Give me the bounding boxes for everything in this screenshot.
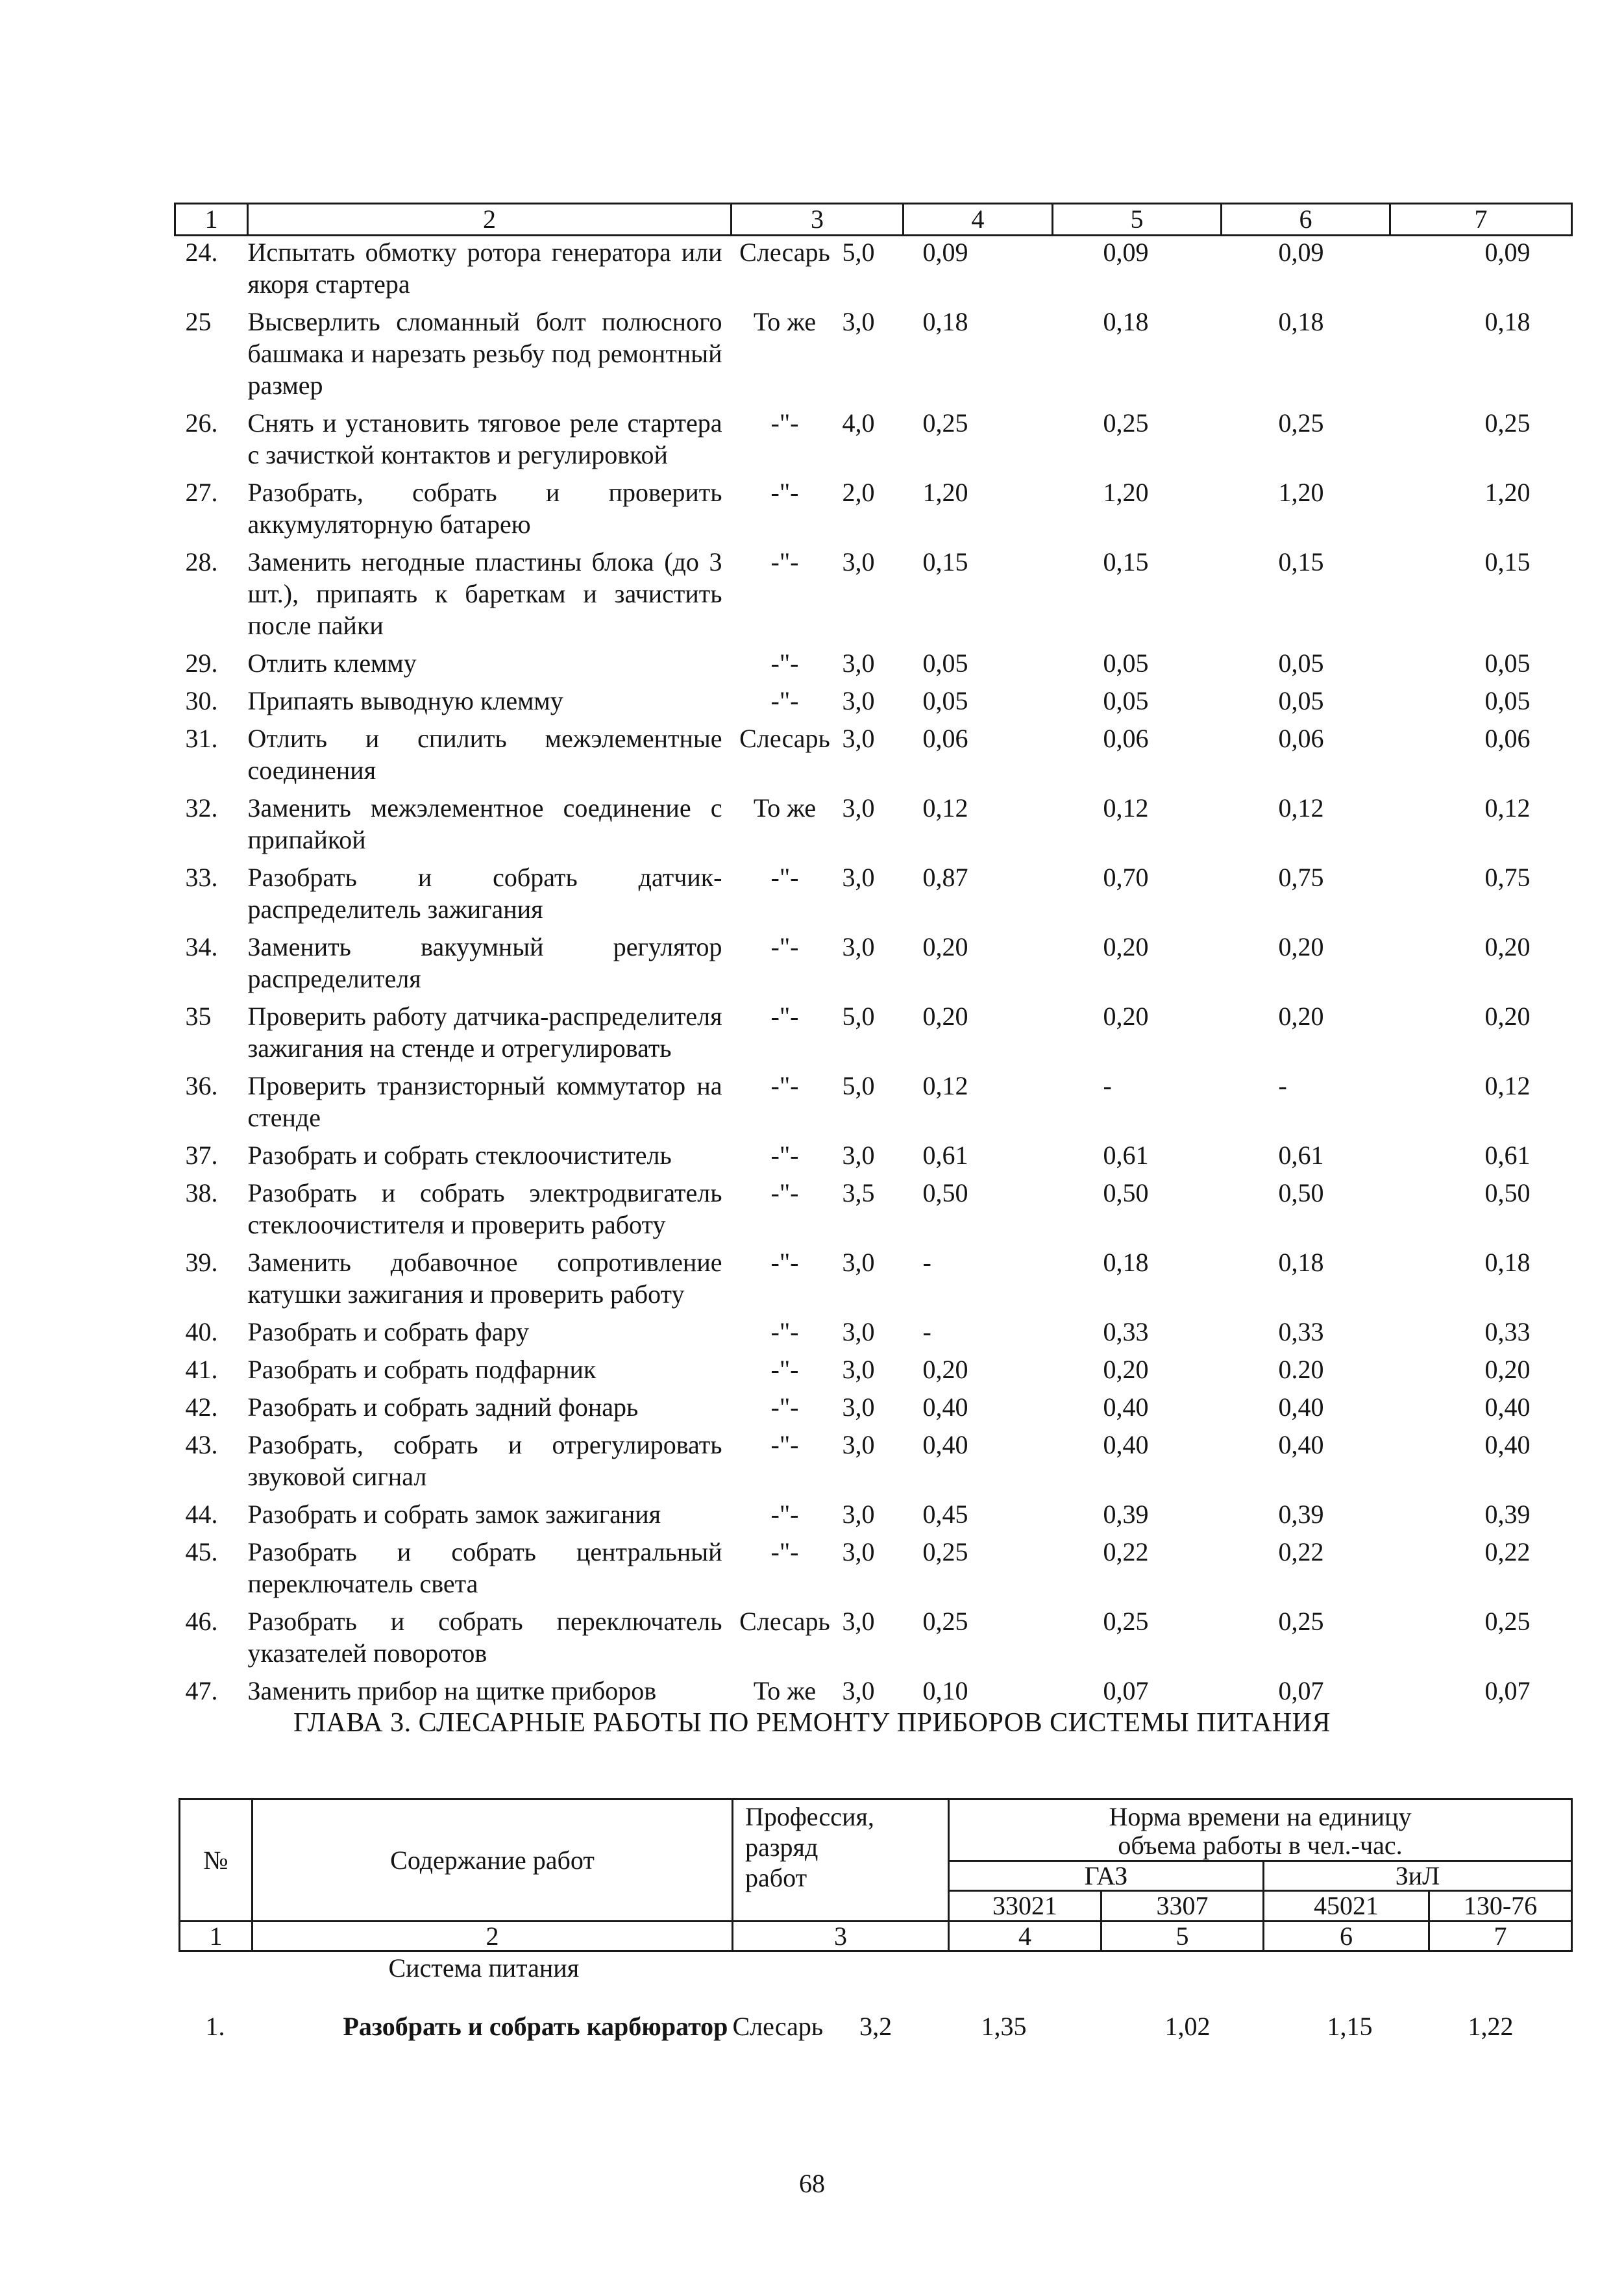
table-row [175,1391,1572,1429]
index-cell: 2 [252,1922,733,1951]
labor-norms-table-continuation [174,203,1573,1712]
norm-gaz-3307: 0,39 [1103,1500,1149,1529]
index-cell: 3 [733,1922,949,1951]
work-description: Разобрать и собрать фару [247,1317,529,1346]
work-description: Припаять выводную клемму [247,686,563,715]
table-row [175,1498,1572,1536]
profession-header-line: разряд [745,1833,818,1862]
norm-gaz-33021: 0,12 [922,793,968,822]
norm-gaz-3307: 0,25 [1103,1607,1149,1636]
work-description: Разобрать и собрать стеклоочиститель [247,1141,672,1170]
row-number: 33. [185,863,218,892]
table-row [175,1316,1572,1354]
work-description: Разобрать и собрать карбюратор [343,2012,728,2041]
norm-zil-45021: 0,09 [1278,238,1324,267]
grade: 3,0 [842,1607,875,1636]
work-description: Разобрать и собрать задний фонарь [247,1392,639,1422]
norm-zil-45021: 0,18 [1278,1248,1324,1277]
work-description: Заменить добавочное сопротивление катушки зажигания и проверить работу [247,1248,722,1309]
norm-gaz-33021: 0,25 [922,408,968,438]
norm-zil-130-76: 0,75 [1484,863,1531,892]
norm-zil-45021: 0,40 [1278,1430,1324,1459]
norm-gaz-3307: 0,40 [1103,1430,1149,1459]
profession: То же [753,1676,817,1705]
grade: 3,0 [842,1248,875,1277]
norm-gaz-33021: 0,87 [922,863,968,892]
index-cell: 4 [949,1922,1101,1951]
norm-zil-130-76: 0,18 [1484,307,1531,336]
content-column-header: Содержание работ [252,1799,733,1922]
norm-gaz-33021: 0,09 [922,238,968,267]
norm-gaz-33021: 0,20 [922,932,968,961]
time-norm-header [949,1799,1572,1861]
norm-zil-45021: 0,25 [1278,1607,1324,1636]
norm-zil-45021: 0,22 [1278,1537,1324,1566]
row-number: 47. [185,1676,218,1705]
norm-zil-130-76: 0,40 [1484,1430,1531,1459]
row-number: 30. [185,686,218,715]
index-cell: 6 [1264,1922,1429,1951]
table-row [175,792,1572,861]
grade: 3,0 [842,1676,875,1705]
norm-gaz-33021: 0,45 [922,1500,968,1529]
norm-zil-130-76: 0,12 [1484,1071,1531,1100]
profession: То же [753,793,817,822]
norm-gaz-3307: 0,05 [1103,649,1149,678]
norm-zil-45021: 0.20 [1278,1355,1324,1384]
norm-gaz-3307: 0,20 [1103,932,1149,961]
profession-header-line: работ [745,1863,807,1892]
norm-gaz-3307: 0,20 [1103,1355,1149,1384]
grade: 3,0 [842,863,875,892]
table-row [175,861,1572,931]
profession-header-line: Профессия, [745,1802,874,1831]
number-column-header: № [180,1799,252,1922]
profession: -"- [770,1002,799,1031]
profession: -"- [770,1537,799,1566]
column-index-header [175,204,1572,236]
index-cell: 7 [1429,1922,1572,1951]
profession: -"- [770,1355,799,1384]
norm-gaz-3307: 0,12 [1103,793,1149,822]
norm-zil-130-76: 0,20 [1484,1002,1531,1031]
norm-gaz-33021: 0,40 [922,1392,968,1422]
norm-gaz-3307: 0,50 [1103,1178,1149,1207]
norm-zil-130-76: 0,40 [1484,1392,1531,1422]
work-description: Высверлить сломанный болт полюсного башмака и нарезать резьбу под ремонтный размер [247,307,722,400]
row-number: 39. [185,1248,218,1277]
brand-zil-header: ЗиЛ [1264,1861,1572,1891]
profession: -"- [770,932,799,961]
row-number: 40. [185,1317,218,1346]
row-number: 31. [185,724,218,753]
norm-gaz-33021: 0,10 [922,1676,968,1705]
table-row [175,931,1572,1000]
norm-gaz-3307: 0,07 [1103,1676,1149,1705]
norm-zil-130-76: 1,20 [1484,478,1531,507]
chapter-title: ГЛАВА 3. СЛЕСАРНЫЕ РАБОТЫ ПО РЕМОНТУ ПРИБОРОВ СИСТЕМЫ ПИТАНИЯ [293,1708,1331,1738]
norm-zil-45021: 0,20 [1278,932,1324,961]
norm-zil-130-76: 0,12 [1484,793,1531,822]
profession: -"- [770,1317,799,1346]
norm-gaz-33021: 0,25 [922,1537,968,1566]
profession: Слесарь [739,238,830,267]
grade: 3,0 [842,1317,875,1346]
index-cell: 5 [1101,1922,1264,1951]
table-row [175,1177,1572,1246]
norm-gaz-33021: - [922,1317,931,1346]
row-number: 45. [185,1537,218,1566]
table-row [175,476,1572,546]
profession: -"- [770,478,799,507]
norm-zil-130-76: 0,61 [1484,1141,1531,1170]
norm-gaz-3307: 0,18 [1103,307,1149,336]
grade: 5,0 [842,238,875,267]
grade: 5,0 [842,1002,875,1031]
section-title: Система питания [388,1953,580,1983]
table-row [175,1354,1572,1391]
work-description: Испытать обмотку ротора генератора или якоря стартера [247,238,722,299]
time-norm-subtitle: объема работы в чел.-час. [1118,1831,1403,1860]
work-description: Заменить вакуумный регулятор распределителя [247,932,722,993]
norm-gaz-3307: 0,61 [1103,1141,1149,1170]
norm-gaz-3307: 0,18 [1103,1248,1149,1277]
norm-zil-130-76: 0,15 [1484,547,1531,576]
norm-zil-45021: 0,33 [1278,1317,1324,1346]
norm-gaz-33021: 0,15 [922,547,968,576]
grade: 3,0 [842,1355,875,1384]
norm-zil-45021: 0,05 [1278,686,1324,715]
norm-zil-45021: 0,50 [1278,1178,1324,1207]
index-cell: 1 [180,1922,252,1951]
norm-zil-130-76: 0,05 [1484,686,1531,715]
column-index-row [180,1922,1572,1951]
brand-gaz-header: ГАЗ [949,1861,1264,1891]
norm-zil-130-76: 0,06 [1484,724,1531,753]
profession: -"- [770,1071,799,1100]
row-number: 44. [185,1500,218,1529]
norm-zil-45021: 0,75 [1278,863,1324,892]
table-body [175,236,1572,1713]
table-row [175,1536,1572,1605]
grade: 3,0 [842,686,875,715]
time-norm-title: Норма времени на единицу [1109,1802,1412,1831]
row-number: 37. [185,1141,218,1170]
row-number: 25 [185,307,212,336]
work-description: Разобрать и собрать переключатель указателей поворотов [247,1607,722,1668]
work-description: Заменить негодные пластины блока (до 3 шт.), припаять к бареткам и зачистить после пайки [247,547,722,640]
norm-zil-130-76: 0,07 [1484,1676,1531,1705]
grade: 5,0 [842,1071,875,1100]
work-description: Разобрать и собрать подфарник [247,1355,597,1384]
norm-gaz-33021: 0,50 [922,1178,968,1207]
table-row [180,1983,1572,2042]
norm-zil-130-76: 0,25 [1484,1607,1531,1636]
norm-zil-45021: 1,20 [1278,478,1324,507]
profession: -"- [770,686,799,715]
norm-gaz-3307: 0,70 [1103,863,1149,892]
profession: -"- [770,1248,799,1277]
norm-gaz-33021: - [922,1248,931,1277]
profession: -"- [770,1392,799,1422]
header-cell: 1 [175,204,248,236]
profession: -"- [770,1178,799,1207]
norm-zil-45021: 0,40 [1278,1392,1324,1422]
work-description: Снять и установить тяговое реле стартера с зачисткой контактов и регулировкой [247,408,722,469]
norm-zil-45021: 0,61 [1278,1141,1324,1170]
norm-zil-45021: 0,39 [1278,1500,1324,1529]
norm-zil-45021: 0,20 [1278,1002,1324,1031]
table-row [175,1246,1572,1316]
norm-zil-45021: 0,07 [1278,1676,1324,1705]
row-number: 27. [185,478,218,507]
grade: 3,0 [842,649,875,678]
row-number: 32. [185,793,218,822]
norm-gaz-3307: 0,06 [1103,724,1149,753]
norm-zil-130-76: 0,22 [1484,1537,1531,1566]
table-row [175,1139,1572,1177]
table-row [175,1605,1572,1675]
norm-gaz-3307: 0,15 [1103,547,1149,576]
header-cell: 2 [248,204,732,236]
norm-gaz-33021: 1,20 [922,478,968,507]
row-number: 46. [185,1607,218,1636]
norm-zil-130-76: 0,20 [1484,932,1531,961]
norm-gaz-33021: 0,61 [922,1141,968,1170]
profession: -"- [770,547,799,576]
fuel-system-labor-table [178,1798,1573,2042]
row-number: 1. [205,2012,225,2041]
work-description: Заменить межэлементное соединение с припайкой [247,793,722,854]
norm-zil-45021: 0,25 [1278,408,1324,438]
table-row [175,546,1572,647]
norm-zil-130-76: 1,22 [1468,2012,1514,2041]
norm-zil-45021: - [1278,1071,1287,1100]
norm-gaz-33021: 0,20 [922,1002,968,1031]
work-description: Разобрать и собрать электродвигатель стеклоочистителя и проверить работу [247,1178,722,1239]
norm-gaz-33021: 0,06 [922,724,968,753]
norm-gaz-3307: - [1103,1071,1112,1100]
table-row [175,685,1572,723]
norm-zil-130-76: 0,39 [1484,1500,1531,1529]
header-cell: 6 [1222,204,1390,236]
norm-zil-130-76: 0,09 [1484,238,1531,267]
norm-zil-45021: 1,15 [1327,2012,1373,2041]
model-header: 3307 [1101,1891,1264,1922]
profession: -"- [770,408,799,438]
grade: 3,5 [842,1178,875,1207]
norm-zil-130-76: 0,25 [1484,408,1531,438]
header-cell: 7 [1390,204,1572,236]
table-row [175,1429,1572,1498]
norm-gaz-3307: 0,05 [1103,686,1149,715]
table-row [175,1000,1572,1070]
norm-zil-130-76: 0,20 [1484,1355,1531,1384]
grade: 3,0 [842,307,875,336]
grade: 3,0 [842,1430,875,1459]
norm-gaz-3307: 0,40 [1103,1392,1149,1422]
row-number: 26. [185,408,218,438]
header-cell: 3 [732,204,904,236]
norm-gaz-3307: 0,22 [1103,1537,1149,1566]
norm-zil-45021: 0,06 [1278,724,1324,753]
row-number: 34. [185,932,218,961]
grade: 3,0 [842,724,875,753]
row-number: 35 [185,1002,212,1031]
norm-zil-45021: 0,15 [1278,547,1324,576]
model-header: 45021 [1264,1891,1429,1922]
table-row [175,407,1572,476]
grade: 3,0 [842,1392,875,1422]
header-cell: 5 [1053,204,1222,236]
norm-gaz-33021: 0,40 [922,1430,968,1459]
profession: Слесарь [739,724,830,753]
norm-zil-130-76: 0,18 [1484,1248,1531,1277]
norm-zil-130-76: 0,05 [1484,649,1531,678]
work-description: Отлить клемму [247,649,417,678]
profession: -"- [770,863,799,892]
model-header: 33021 [949,1891,1101,1922]
profession: Слесарь [732,2012,824,2041]
work-description: Проверить транзисторный коммутатор на стенде [247,1071,722,1132]
work-description: Разобрать, собрать и отрегулировать звуковой сигнал [247,1430,722,1491]
work-description: Заменить прибор на щитке приборов [247,1676,657,1705]
grade: 3,0 [842,1500,875,1529]
norm-gaz-3307: 1,02 [1164,2012,1211,2041]
profession: -"- [770,1141,799,1170]
profession-cell [733,1983,949,2042]
table-row [175,236,1572,306]
work-description: Разобрать и собрать замок зажигания [247,1500,661,1529]
header-cell: 4 [904,204,1053,236]
grade: 3,0 [842,932,875,961]
work-description: Разобрать и собрать центральный переключатель света [247,1537,722,1598]
norm-zil-130-76: 0,33 [1484,1317,1531,1346]
profession: -"- [770,1500,799,1529]
norm-gaz-33021: 0,05 [922,686,968,715]
model-header: 130-76 [1429,1891,1572,1922]
norm-zil-45021: 0,18 [1278,307,1324,336]
norm-zil-45021: 0,05 [1278,649,1324,678]
row-number: 43. [185,1430,218,1459]
row-number: 24. [185,238,218,267]
work-description: Разобрать, собрать и проверить аккумуляторную батарею [247,478,722,539]
norm-gaz-33021: 0,12 [922,1071,968,1100]
page-number: 68 [799,2169,825,2198]
norm-zil-45021: 0,12 [1278,793,1324,822]
norm-gaz-33021: 1,35 [981,2012,1027,2041]
norm-gaz-33021: 0,20 [922,1355,968,1384]
grade: 4,0 [842,408,875,438]
grade: 3,2 [859,2012,892,2041]
profession: -"- [770,649,799,678]
table-row [175,306,1572,407]
table-row [175,1070,1572,1139]
norm-gaz-3307: 0,09 [1103,238,1149,267]
row-number: 28. [185,547,218,576]
norm-zil-130-76: 0,50 [1484,1178,1531,1207]
row-number: 36. [185,1071,218,1100]
norm-gaz-3307: 1,20 [1103,478,1149,507]
table-row [175,723,1572,792]
row-number: 41. [185,1355,218,1384]
grade: 3,0 [842,1537,875,1566]
profession: То же [753,307,817,336]
norm-gaz-3307: 0,20 [1103,1002,1149,1031]
grade: 3,0 [842,1141,875,1170]
norm-gaz-33021: 0,18 [922,307,968,336]
norm-gaz-3307: 0,33 [1103,1317,1149,1346]
grade: 3,0 [842,547,875,576]
work-description: Проверить работу датчика-распределителя зажигания на стенде и отрегулировать [247,1002,722,1063]
grade: 3,0 [842,793,875,822]
norm-gaz-33021: 0,25 [922,1607,968,1636]
row-number: 29. [185,649,218,678]
work-description: Отлить и спилить межэлементные соединения [247,724,722,785]
norm-gaz-3307: 0,25 [1103,408,1149,438]
profession: -"- [770,1430,799,1459]
profession: Слесарь [739,1607,830,1636]
row-number: 38. [185,1178,218,1207]
profession-column-header [733,1799,949,1922]
table-row [175,647,1572,685]
work-description: Разобрать и собрать датчик-распределитель зажигания [247,863,722,924]
row-number: 42. [185,1392,218,1422]
norm-gaz-33021: 0,05 [922,649,968,678]
grade: 2,0 [842,478,875,507]
